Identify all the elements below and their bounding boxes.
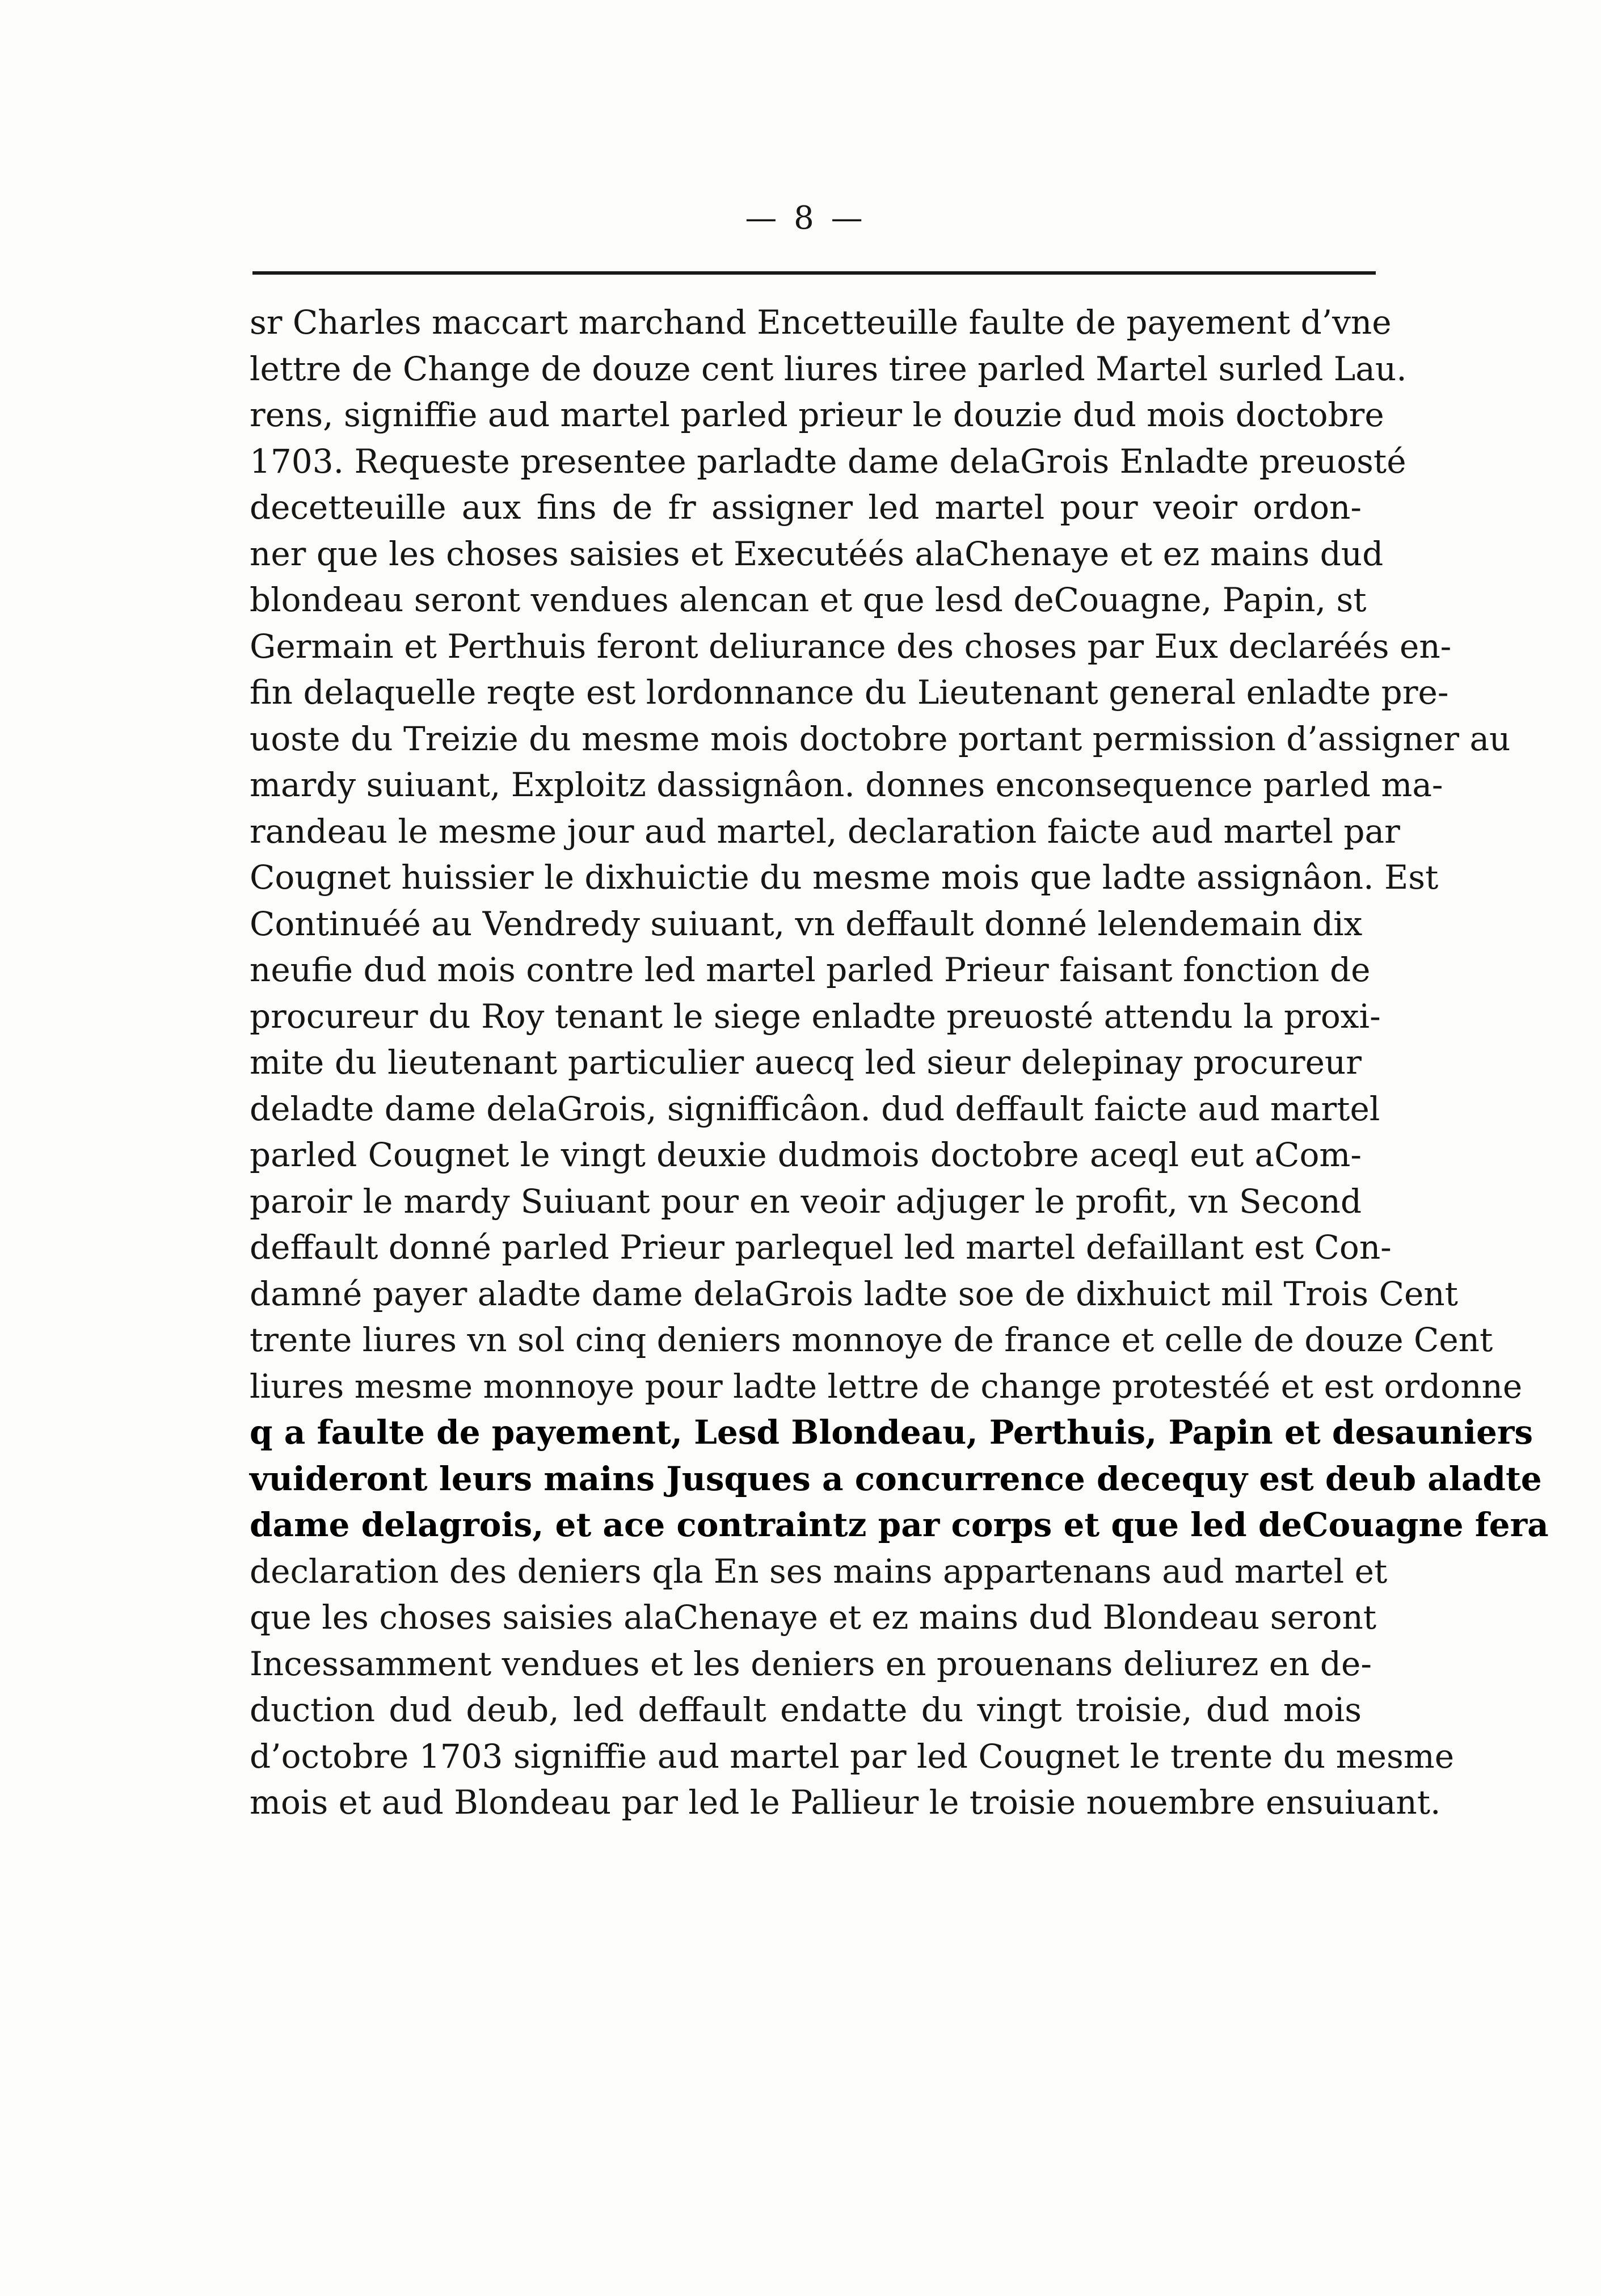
text-line-29: que les choses saisies alaChenaye et ez mains dud Blondeau seront xyxy=(250,1598,1377,1637)
text-line-3: rens, signiffie aud martel parled prieur le douzie dud mois doctobre xyxy=(250,396,1384,434)
text-line-18: deladte dame delaGrois, signifficâon. dud deffault faicte aud martel xyxy=(250,1089,1380,1128)
body-text xyxy=(250,300,1549,1826)
text-line-2: lettre de Change de douze cent liures tiree parled Martel surled Lau. xyxy=(250,349,1407,388)
text-line-33: mois et aud Blondeau par led le Pallieur le troisie nouembre ensuiuant. xyxy=(250,1783,1441,1822)
text-line-10: uoste du Treizie du mesme mois doctobre portant permission d’assigner au xyxy=(250,719,1511,758)
text-line-19: parled Cougnet le vingt deuxie dudmois doctobre aceql eut aCom- xyxy=(250,1136,1362,1174)
header-rule xyxy=(252,271,1376,275)
text-line-16: procureur du Roy tenant le siege enladte preuosté attendu la proxi- xyxy=(250,996,1381,1036)
text-line-22: damné payer aladte dame delaGrois ladte soe de dixhuict mil Trois Cent xyxy=(250,1274,1458,1313)
text-line-23: trente liures vn sol cinq deniers monnoye de france et celle de douze Cent xyxy=(250,1321,1493,1359)
text-line-31: duction dud deub, led deffault endatte du vingt troisie, dud mois xyxy=(250,1691,1362,1729)
text-line-5: decetteuille aux fins de fr assigner led martel pour veoir ordon- xyxy=(250,488,1362,527)
text-line-26: vuideront leurs mains Jusques a concurrence decequy est deub aladte xyxy=(250,1459,1542,1498)
text-line-15: neufie dud mois contre led martel parled Prieur faisant fonction de xyxy=(250,951,1371,989)
text-line-30: Incessamment vendues et les deniers en prouenans deliurez en de- xyxy=(250,1644,1372,1683)
text-line-6: ner que les choses saisies et Executéés alaChenaye et ez mains dud xyxy=(250,534,1384,573)
text-line-24: liures mesme monnoye pour ladte lettre de change protestéé et est ordonne xyxy=(250,1366,1523,1406)
text-line-8: Germain et Perthuis feront deliurance des choses par Eux declaréés en- xyxy=(250,626,1452,666)
text-line-28: declaration des deniers qla En ses mains appartenans aud martel et xyxy=(250,1551,1388,1591)
text-line-13: Cougnet huissier le dixhuictie du mesme mois que ladte assignâon. Est xyxy=(250,858,1439,897)
page-number: — 8 — xyxy=(745,200,866,237)
text-line-14: Continuéé au Vendredy suiuant, vn deffault donné lelendemain dix xyxy=(250,904,1363,943)
text-line-21: deffault donné parled Prieur parlequel led martel defaillant est Con- xyxy=(250,1228,1392,1267)
text-line-27: dame delagrois, et ace contraintz par corps et que led deCouagne fera xyxy=(250,1506,1549,1544)
text-line-12: randeau le mesme jour aud martel, declaration faicte aud martel par xyxy=(250,811,1400,851)
text-line-20: paroir le mardy Suiuant pour en veoir adjuger le profit, vn Second xyxy=(250,1181,1362,1221)
text-line-7: blondeau seront vendues alencan et que lesd deCouagne, Papin, st xyxy=(250,581,1367,619)
text-line-4: 1703. Requeste presentee parladte dame delaGrois Enladte preuosté xyxy=(250,441,1406,481)
text-line-11: mardy suiuant, Exploitz dassignâon. donnes enconsequence parled ma- xyxy=(250,766,1443,804)
text-line-1: sr Charles maccart marchand Encetteuille faulte de payement d’vne xyxy=(250,303,1392,342)
text-line-25: q a faulte de payement, Lesd Blondeau, Perthuis, Papin et desauniers xyxy=(250,1413,1533,1452)
text-line-17: mite du lieutenant particulier auecq led sieur delepinay procureur xyxy=(250,1043,1362,1082)
text-line-32: d’octobre 1703 signiffie aud martel par led Cougnet le trente du mesme xyxy=(250,1736,1455,1776)
text-line-9: fin delaquelle reqte est lordonnance du Lieutenant general enladte pre- xyxy=(250,673,1449,712)
